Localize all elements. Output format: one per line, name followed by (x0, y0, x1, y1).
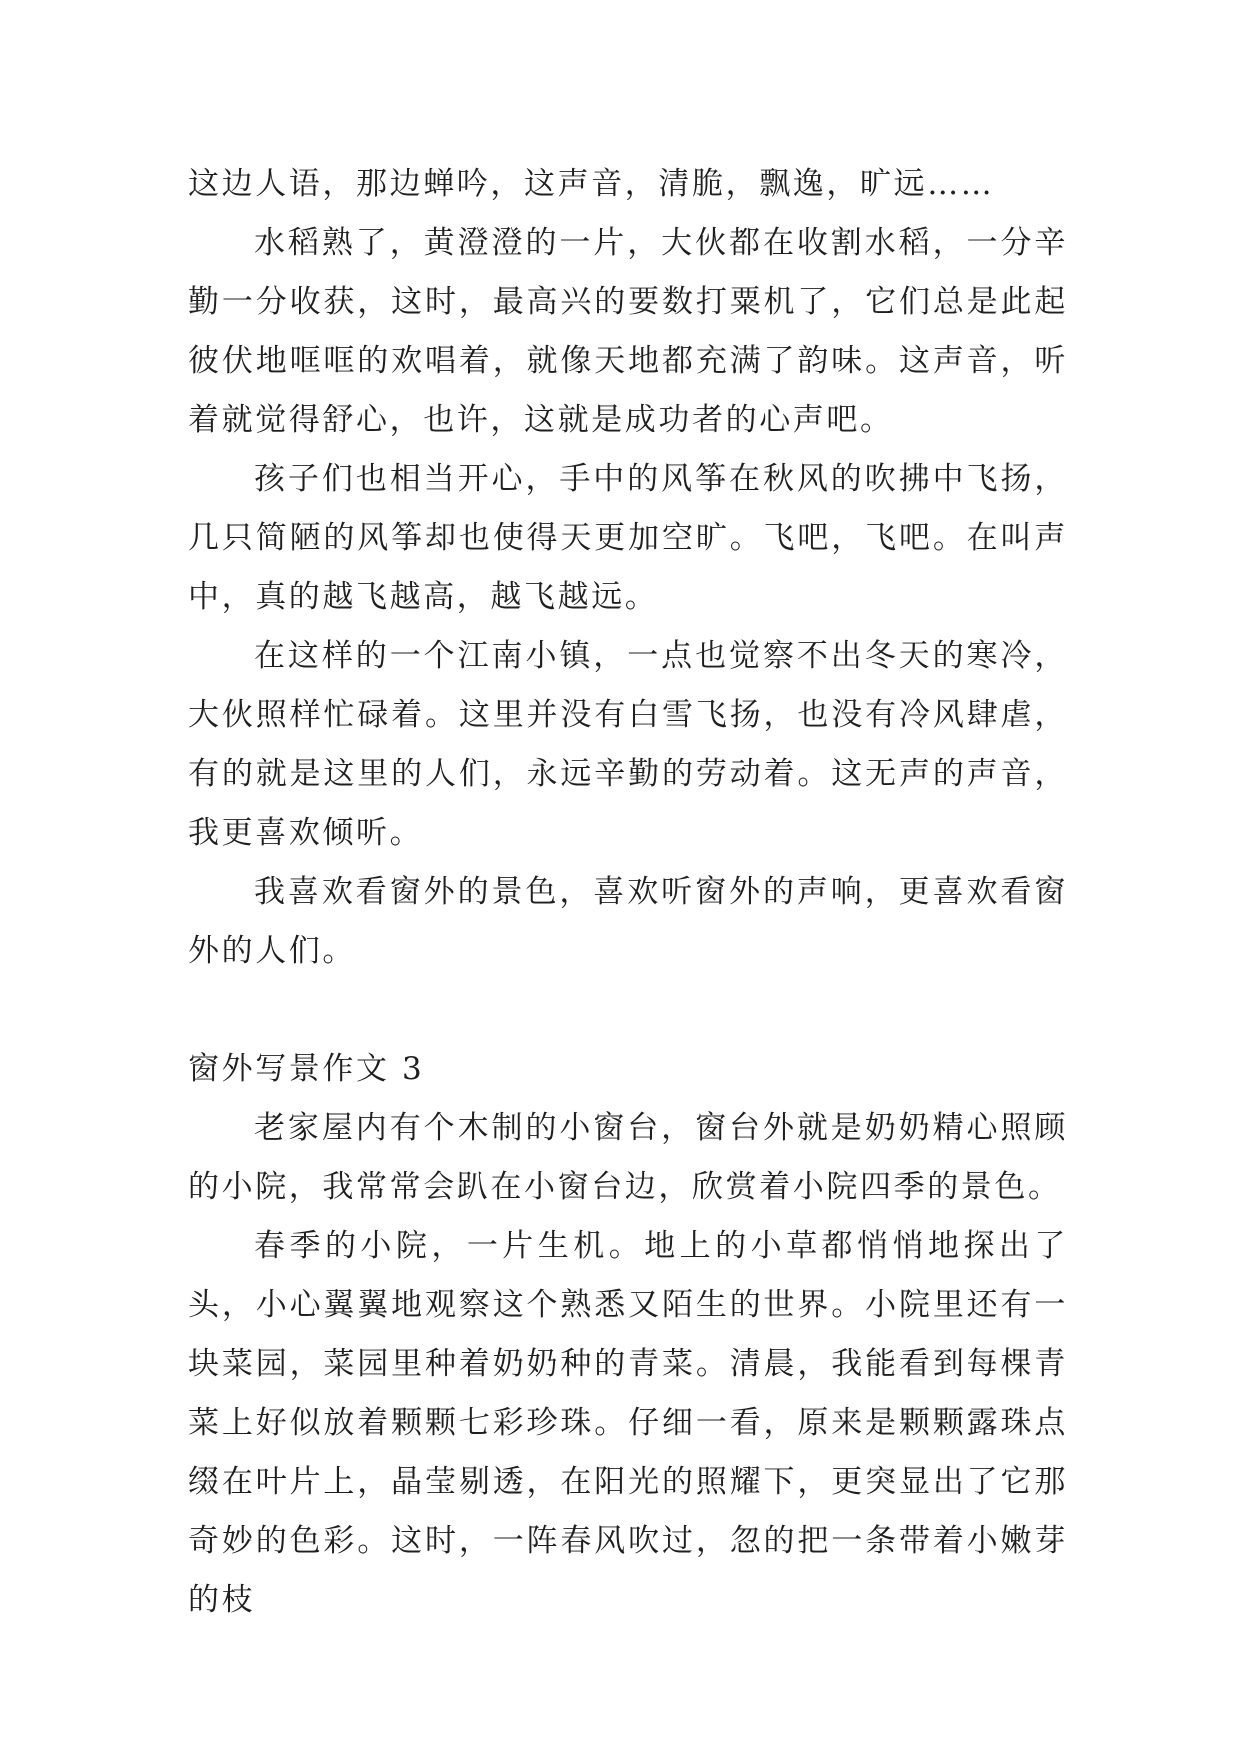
paragraph: 春季的小院，一片生机。地上的小草都悄悄地探出了头，小心翼翼地观察这个熟悉又陌生的世界。小院里还有一块菜园，菜园里种着奶奶种的青菜。清晨，我能看到每棵青菜上好似放着颗颗七彩珍珠。仔细一看，原来是颗颗露珠点缀在叶片上，晶莹剔透，在阳光的照耀下，更突显出了它那奇妙的色彩。这时，一阵春风吹过，忽的把一条带着小嫩芽的枝 (188, 1228, 1068, 1618)
paragraph: 我喜欢看窗外的景色，喜欢听窗外的声响，更喜欢看窗外的人们。 (188, 874, 1068, 969)
paragraph: 水稻熟了，黄澄澄的一片，大伙都在收割水稻，一分辛勤一分收获，这时，最高兴的要数打粟机了，它们总是此起彼伏地哐哐的欢唱着，就像天地都充满了韵味。这声音，听着就觉得舒心，也许，这就是成功者的心声吧。 (188, 225, 1068, 438)
paragraph: 孩子们也相当开心，手中的风筝在秋风的吹拂中飞扬，几只简陋的风筝却也使得天更加空旷。飞吧，飞吧。在叫声中，真的越飞越高，越飞越远。 (188, 461, 1068, 615)
paragraph: 老家屋内有个木制的小窗台，窗台外就是奶奶精心照顾的小院，我常常会趴在小窗台边，欣赏着小院四季的景色。 (188, 1110, 1068, 1205)
document-body (188, 155, 1068, 1630)
section-spacer (188, 981, 1068, 1040)
section-title: 窗外写景作文 3 (188, 1051, 425, 1087)
paragraph: 这边人语，那边蝉吟，这声音，清脆，飘逸，旷远…… (188, 166, 995, 202)
paragraph: 在这样的一个江南小镇，一点也觉察不出冬天的寒冷，大伙照样忙碌着。这里并没有白雪飞扬，也没有冷风肆虐，有的就是这里的人们，永远辛勤的劳动着。这无声的声音，我更喜欢倾听。 (188, 638, 1068, 851)
